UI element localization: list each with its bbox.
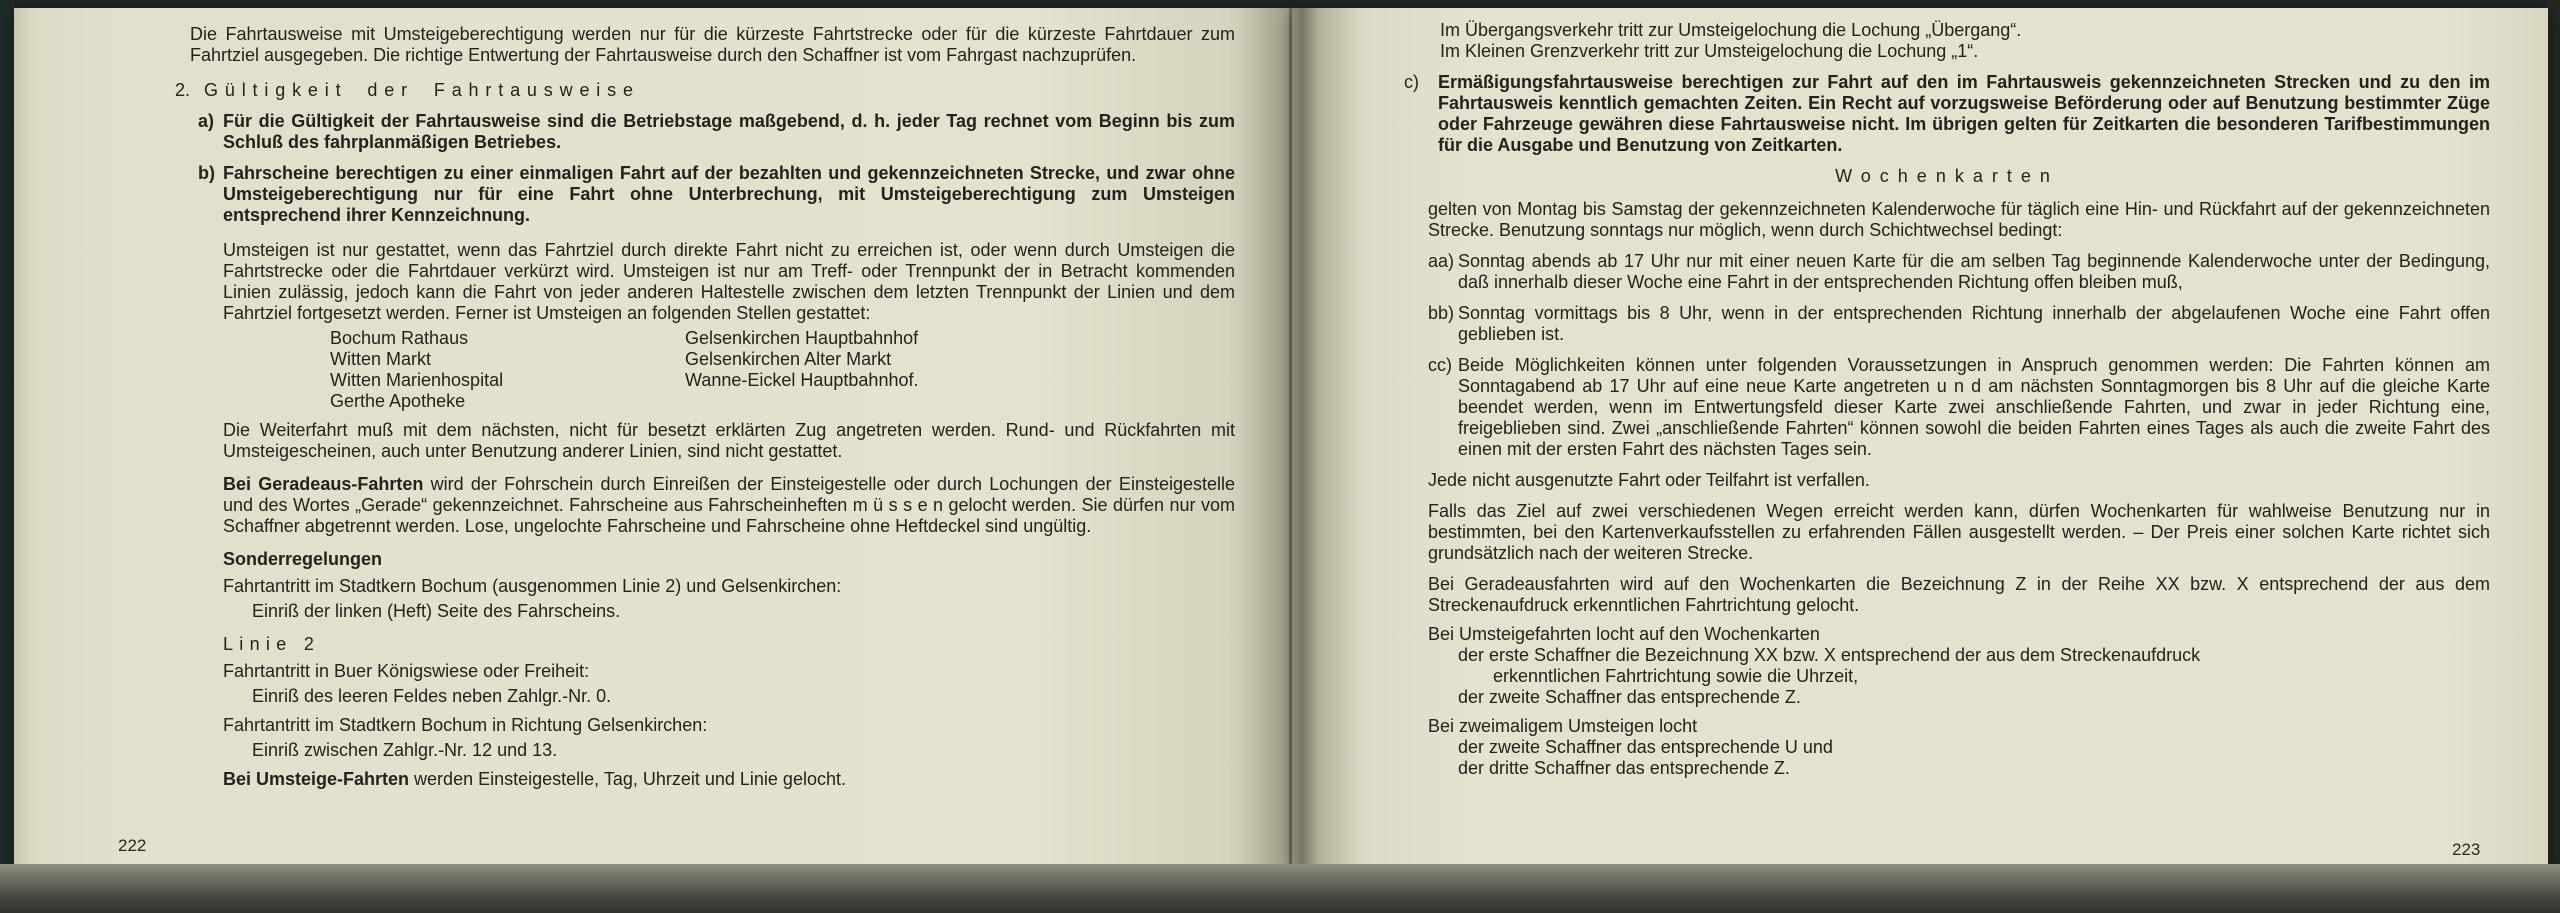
uebergangsverkehr-line: Im Übergangsverkehr tritt zur Umsteigelochung die Lochung „Übergang“. — [1440, 20, 2022, 40]
linie2-rule-line-2: Fahrtantritt im Stadtkern Bochum in Richtung Gelsenkirchen: — [223, 715, 708, 735]
sonderregelungen-heading: Sonderregelungen — [223, 549, 383, 569]
geradeaus-paragraph — [223, 474, 1235, 537]
station-row — [330, 370, 1235, 391]
scan-background-left — [0, 0, 14, 913]
station-name: Gerthe Apotheke — [330, 391, 466, 411]
umsteige-fahrten-lead: Bei Umsteige-Fahrten — [223, 769, 410, 789]
station-name: Wanne-Eickel Hauptbahnhof. — [685, 370, 919, 390]
station-row — [330, 328, 1235, 349]
intro-paragraph: Die Fahrtausweise mit Umsteigeberechtigung werden nur für die kürzeste Fahrtstrecke oder für die kürzeste Fahrtdauer zum Fahrtziel ausgegeben. Die richtige Entwertung der Fahrtausweise durch den Schaffner ist vom Fahrgast nachzuprüfen. — [190, 24, 1235, 65]
geradeausfahrten-paragraph: Bei Geradeausfahrten wird auf den Wochenkarten die Bezeichnung Z in der Reihe XX bzw. X entsprechend der aus dem Streckenaufdruck erkenntlichen Fahrtrichtung gelocht. — [1428, 574, 2490, 615]
umsteigen-paragraph: Umsteigen ist nur gestattet, wenn das Fahrtziel durch direkte Fahrt nicht zu erreichen ist, oder wenn durch Umsteigen die Fahrtstrecke oder die Fahrtdauer verkürzt wird. Umsteigen ist nur am Treff- oder Trennpunkt der in Betracht kommenden Linien zulässig, jedoch kann die Fahrt von jeder anderen Haltestelle zwischen dem letzten Trennpunkt der Linien und dem Fahrtziel fortgesetzt werden. Ferner ist Umsteigen an folgenden Stellen gestattet: — [223, 240, 1235, 323]
station-name: Bochum Rathaus — [330, 328, 469, 348]
station-name: Gelsenkirchen Hauptbahnhof — [685, 328, 919, 348]
item-b-text: Fahrscheine berechtigen zu einer einmaligen Fahrt auf der bezahlten und gekennzeichneten Strecke, und zwar ohne Umsteigeberechtigung nur für eine Fahrt ohne Unterbrechung, mit Umsteigeberechtigung zum Umsteigen entsprechend ihrer Kennzeichnung. — [223, 163, 1235, 225]
umsteigefahrten-rule-1b: erkenntlichen Fahrtrichtung sowie die Uhrzeit, — [1493, 666, 1859, 686]
umsteigefahrten-head: Bei Umsteigefahrten locht auf den Wochenkarten — [1428, 624, 1820, 644]
item-cc-label: cc) — [1428, 355, 1452, 375]
item-bb — [1428, 303, 2490, 345]
sonder-rule-line: Fahrtantritt im Stadtkern Bochum (ausgenommen Linie 2) und Gelsenkirchen: — [223, 576, 842, 596]
item-b-label: b) — [198, 163, 215, 183]
item-b — [198, 163, 1235, 226]
station-name: Gelsenkirchen Alter Markt — [685, 349, 892, 369]
zweimalig-rule-1: der zweite Schaffner das entsprechende U und — [1458, 737, 1833, 757]
gutter-shadow — [1240, 8, 1360, 866]
verfallen-line: Jede nicht ausgenutzte Fahrt oder Teilfahrt ist verfallen. — [1428, 470, 1870, 490]
item-cc-text: Beide Möglichkeiten können unter folgenden Voraussetzungen in Anspruch genommen werden: Die Fahrten können am Sonntagabend ab 17 Uhr auf eine neue Karte angetreten u n d am nächsten Sonntagmorgen bis 8 Uhr auf die gleiche Karte beendet werden, wenn im Entwertungsfeld dieser Karte zwei anschließende Fahrten, und zwar in jeder Richtung eine, freigeblieben sind. Zwei „anschließende Fahrten“ können sowohl die beiden Fahrten eines Tages als auch die zweite Fahrt des einen mit der ersten Fahrt des nächsten Tages sein. — [1458, 355, 2490, 459]
umsteige-fahrten-rest: werden Einsteigestelle, Tag, Uhrzeit und Linie gelocht. — [409, 769, 846, 789]
item-aa-text: Sonntag abends ab 17 Uhr nur mit einer neuen Karte für die am selben Tag beginnende Kalenderwoche unter der Bedingung, daß innerhalb dieser Woche eine Fahrt in der entsprechenden Richtung offen bleiben muß, — [1458, 251, 2490, 292]
grenzverkehr-line: Im Kleinen Grenzverkehr tritt zur Umsteigelochung die Lochung „1“. — [1440, 41, 1979, 61]
item-aa-label: aa) — [1428, 251, 1455, 271]
station-row — [330, 391, 1235, 412]
zweimalig-rule-2: der dritte Schaffner das entsprechende Z. — [1458, 758, 1790, 778]
station-name: Witten Markt — [330, 349, 432, 369]
weiterfahrt-paragraph: Die Weiterfahrt muß mit dem nächsten, nicht für besetzt erklärten Zug angetreten werden. Rund- und Rückfahrten mit Umsteigescheinen, auch unter Benutzung anderer Linien, sind nicht gestattet. — [223, 420, 1235, 461]
item-c-label: c) — [1404, 72, 1419, 92]
left-page-text-column — [175, 24, 1235, 790]
umsteige-fahrten-line — [223, 769, 1235, 790]
item-c-text: Ermäßigungsfahrtausweise berechtigen zur Fahrt auf den im Fahrtausweis gekennzeichneten Strecken und zu den im Fahrtausweis kenntlich gemachten Zeiten. Ein Recht auf vorzugsweise Beförderung oder auf Benutzung bestimmter Züge oder Fahrzeuge gewähren diese Fahrtausweise nicht. Im übrigen gelten für Zeitkarten die besonderen Tarifbestimmungen für die Ausgabe und Benutzung von Zeitkarten. — [1438, 72, 2490, 155]
scan-background-right — [2546, 0, 2560, 913]
geradeaus-rest: wird der Fohrschein durch Einreißen der Einsteigestelle oder durch Lochungen der Einsteigestelle und des Wortes „Gerade“ gekennzeichnet. Fahrscheine aus Fahrscheinheften m ü s s e n gelocht werden. Sie dürfen nur vom Schaffner abgetrennt werden. Lose, ungelochte Fahrscheine und Fahrscheine ohne Heftdeckel sind ungültig. — [223, 474, 1236, 536]
station-row — [330, 349, 1235, 370]
fold-line — [1289, 8, 1292, 866]
item-a-text: Für die Gültigkeit der Fahrtausweise sind die Betriebstage maßgebend, d. h. jeder Tag rechnet vom Beginn bis zum Schluß des fahrplanmäßigen Betriebes. — [223, 111, 1235, 152]
umsteigefahrten-block — [1404, 624, 2490, 708]
falls-paragraph: Falls das Ziel auf zwei verschiedenen Wegen erreicht werden kann, dürfen Wochenkarten für wahlweise Benutzung nur in bestimmten, bei den Kartenverkaufsstellen zu erfahrenden Fällen ausgestellt werden. – Der Preis einer solchen Karte richtet sich grundsätzlich nach der weiteren Strecke. — [1428, 501, 2490, 563]
station-name: Witten Marienhospital — [330, 370, 504, 390]
section-title: Gültigkeit der Fahrtausweise — [204, 80, 640, 100]
item-bb-label: bb) — [1428, 303, 1455, 323]
geradeaus-lead: Bei Geradeaus-Fahrten — [223, 474, 424, 494]
sonder-rule-subline: Einriß der linken (Heft) Seite des Fahrscheins. — [252, 601, 621, 621]
page-number-left: 222 — [118, 836, 147, 855]
linie2-rule-subline-1: Einriß des leeren Feldes neben Zahlgr.-Nr. 0. — [252, 686, 612, 706]
item-a-label: a) — [198, 111, 215, 131]
linie2-rule-line-1: Fahrtantritt in Buer Königswiese oder Freiheit: — [223, 661, 590, 681]
gelten-paragraph: gelten von Montag bis Samstag der gekennzeichneten Kalenderwoche für täglich eine Hin- und Rückfahrt auf der gekennzeichneten Strecke. Benutzung sonntags nur möglich, wenn durch Schichtwechsel bedingt: — [1428, 199, 2490, 240]
transfer-station-list — [330, 328, 1235, 412]
section-number: 2. — [175, 80, 191, 100]
item-aa — [1428, 251, 2490, 293]
right-page-text-column — [1404, 20, 2490, 779]
wochenkarten-heading: Wochenkarten — [1835, 166, 2059, 186]
linie-2-heading: Linie 2 — [223, 634, 321, 654]
item-c — [1404, 72, 2490, 156]
umsteigefahrten-rule-2: der zweite Schaffner das entsprechende Z. — [1458, 687, 1801, 707]
page-number-right: 223 — [2452, 840, 2481, 859]
section-heading — [175, 80, 1235, 101]
item-bb-text: Sonntag vormittags bis 8 Uhr, wenn in der entsprechenden Richtung innerhalb der abgelaufenen Woche eine Fahrt offen geblieben ist. — [1458, 303, 2490, 344]
zweimalig-head: Bei zweimaligem Umsteigen locht — [1428, 716, 1698, 736]
umsteigefahrten-rule-1: der erste Schaffner die Bezeichnung XX bzw. X entsprechend der aus dem Streckenaufdruck — [1458, 645, 2201, 665]
scan-background-bottom — [0, 864, 2560, 913]
item-a — [198, 111, 1235, 153]
item-cc — [1428, 355, 2490, 460]
zweimalig-block — [1404, 716, 2490, 779]
linie2-rule-subline-2: Einriß zwischen Zahlgr.-Nr. 12 und 13. — [252, 740, 558, 760]
